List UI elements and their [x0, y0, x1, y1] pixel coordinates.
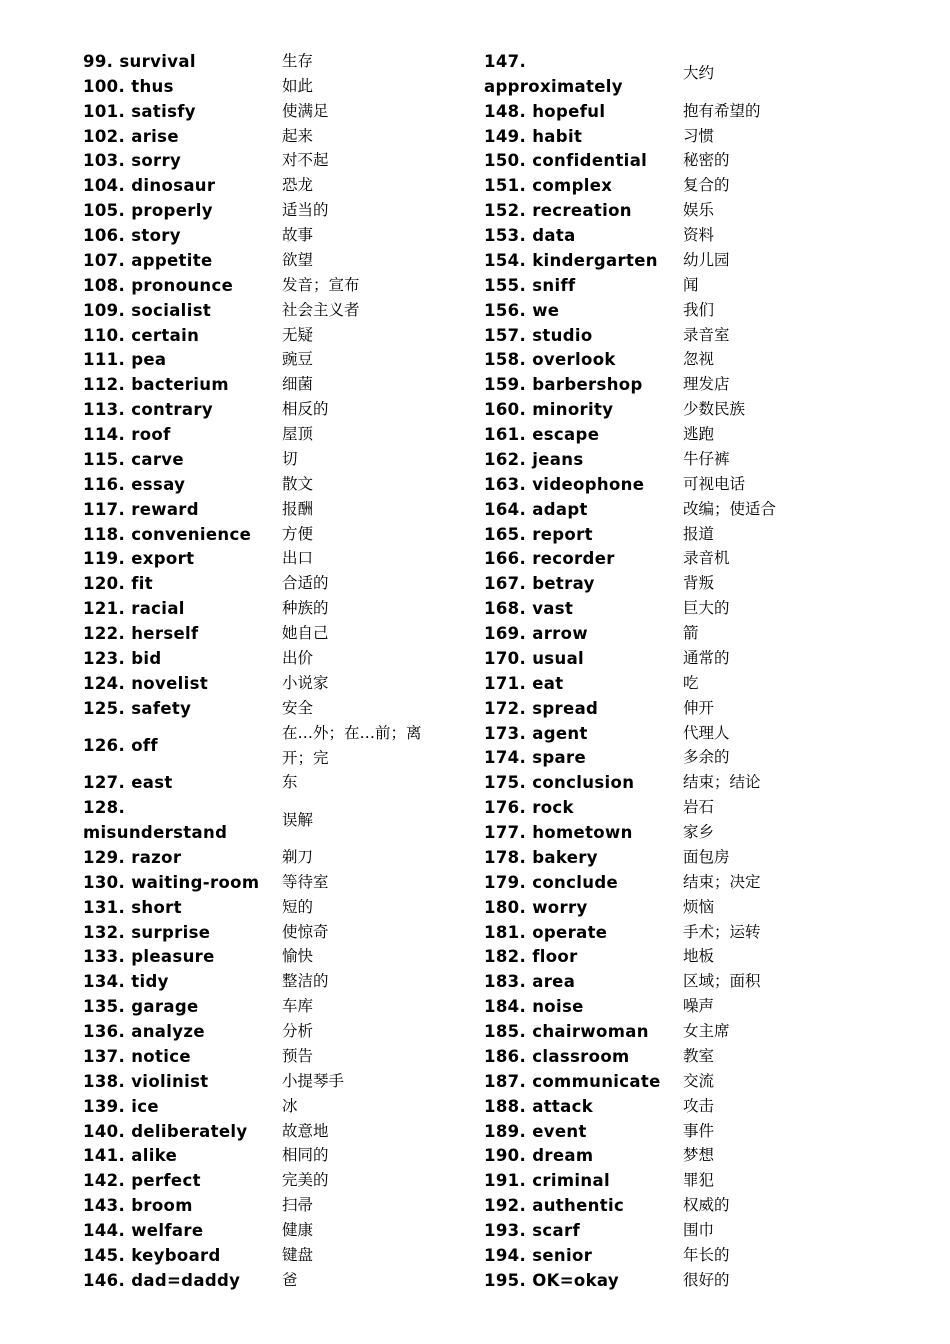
vocab-row [484, 895, 864, 920]
vocab-row [83, 372, 463, 397]
vocab-row [83, 895, 463, 920]
chinese-meaning: 复合的 [683, 176, 730, 195]
english-word: 105. properly [83, 201, 213, 221]
chinese-meaning: 梦想 [683, 1146, 715, 1165]
chinese-meaning: 起来 [282, 126, 314, 145]
vocab-row [83, 149, 463, 174]
english-word: 132. surprise [83, 922, 211, 942]
english-word: 194. senior [484, 1245, 593, 1265]
chinese-meaning: 秘密的 [683, 151, 730, 170]
chinese-meaning: 牛仔裤 [683, 449, 730, 468]
chinese-meaning: 录音机 [683, 549, 730, 568]
english-word: 167. betray [484, 574, 595, 594]
vocab-column-right [484, 49, 864, 1293]
english-word: 125. safety [83, 698, 192, 718]
vocab-row [484, 671, 864, 696]
english-word: 145. keyboard [83, 1245, 221, 1265]
english-word: 174. spare [484, 748, 587, 768]
vocab-row [484, 273, 864, 298]
english-word: 172. spread [484, 698, 599, 718]
english-word: 168. vast [484, 599, 574, 619]
english-word: 117. reward [83, 499, 199, 519]
vocab-row [484, 1144, 864, 1169]
vocab-row [83, 1243, 463, 1268]
chinese-meaning: 出价 [282, 648, 314, 667]
chinese-meaning: 使满足 [282, 101, 329, 120]
vocab-row [83, 945, 463, 970]
vocab-row [484, 223, 864, 248]
chinese-meaning: 背叛 [683, 574, 715, 593]
chinese-meaning: 故意地 [282, 1121, 329, 1140]
vocab-row [83, 571, 463, 596]
english-word: 173. agent [484, 723, 588, 743]
chinese-meaning: 误解 [282, 810, 314, 829]
english-word: 176. rock [484, 798, 574, 818]
english-word: 107. appetite [83, 250, 213, 270]
english-word: 170. usual [484, 648, 585, 668]
chinese-meaning: 少数民族 [683, 400, 746, 419]
chinese-meaning: 交流 [683, 1071, 715, 1090]
vocab-row [484, 422, 864, 447]
chinese-meaning: 箭 [683, 624, 699, 643]
chinese-meaning: 安全 [282, 698, 314, 717]
english-word: 185. chairwoman [484, 1022, 649, 1042]
chinese-meaning: 愉快 [282, 947, 314, 966]
chinese-meaning: 手术；运转 [683, 922, 761, 941]
chinese-meaning: 资料 [683, 226, 715, 245]
english-word: 150. confidential [484, 151, 648, 171]
chinese-meaning: 她自己 [282, 624, 329, 643]
vocab-row [484, 1119, 864, 1144]
vocab-row [83, 1069, 463, 1094]
vocab-row [83, 1168, 463, 1193]
chinese-meaning: 冰 [282, 1096, 298, 1115]
chinese-meaning: 教室 [683, 1046, 715, 1065]
english-word: 171. eat [484, 673, 564, 693]
chinese-meaning: 整洁的 [282, 972, 329, 991]
chinese-meaning: 爸 [282, 1270, 298, 1289]
english-word: 113. contrary [83, 400, 213, 420]
vocab-row [484, 920, 864, 945]
chinese-meaning: 相反的 [282, 400, 329, 419]
chinese-meaning: 女主席 [683, 1022, 730, 1041]
vocab-row [83, 173, 463, 198]
chinese-meaning: 报酬 [282, 499, 314, 518]
english-word: 100. thus [83, 76, 174, 96]
chinese-meaning: 家乡 [683, 823, 715, 842]
english-word: 157. studio [484, 325, 593, 345]
vocab-row [484, 522, 864, 547]
chinese-meaning: 年长的 [683, 1245, 730, 1264]
english-word: 110. certain [83, 325, 200, 345]
vocab-row [83, 1144, 463, 1169]
chinese-meaning: 多余的 [683, 748, 730, 767]
vocab-row [484, 298, 864, 323]
vocab-row [484, 596, 864, 621]
chinese-meaning: 结束；结论 [683, 773, 761, 792]
vocab-row [83, 522, 463, 547]
chinese-meaning: 适当的 [282, 201, 329, 220]
chinese-meaning: 使惊奇 [282, 922, 329, 941]
english-word: 190. dream [484, 1146, 594, 1166]
vocab-row [83, 348, 463, 373]
english-word: 158. overlook [484, 350, 616, 370]
vocab-row [484, 621, 864, 646]
vocab-row [484, 1094, 864, 1119]
english-word: 193. scarf [484, 1221, 581, 1241]
chinese-meaning: 无疑 [282, 325, 314, 344]
chinese-meaning: 细菌 [282, 375, 314, 394]
vocab-row [484, 870, 864, 895]
chinese-meaning: 健康 [282, 1221, 314, 1240]
english-word: 164. adapt [484, 499, 588, 519]
chinese-meaning: 合适的 [282, 574, 329, 593]
chinese-meaning: 故事 [282, 226, 314, 245]
chinese-meaning: 抱有希望的 [683, 101, 761, 120]
chinese-meaning: 很好的 [683, 1270, 730, 1289]
vocab-row [83, 298, 463, 323]
english-word: 189. event [484, 1121, 587, 1141]
vocab-row [484, 1193, 864, 1218]
vocab-row [484, 1168, 864, 1193]
vocab-row [83, 969, 463, 994]
chinese-meaning: 扫帚 [282, 1196, 314, 1215]
chinese-meaning: 巨大的 [683, 599, 730, 618]
english-word: 142. perfect [83, 1171, 201, 1191]
chinese-meaning: 区域；面积 [683, 972, 761, 991]
english-word: 123. bid [83, 648, 162, 668]
english-word: 139. ice [83, 1096, 159, 1116]
chinese-meaning: 吃 [683, 673, 699, 692]
vocab-row [83, 920, 463, 945]
chinese-meaning: 生存 [282, 51, 314, 70]
vocab-row [484, 397, 864, 422]
english-word: 109. socialist [83, 300, 212, 320]
chinese-meaning: 围巾 [683, 1221, 715, 1240]
chinese-meaning: 代理人 [683, 723, 730, 742]
vocab-row [83, 124, 463, 149]
english-word: 116. essay [83, 474, 186, 494]
chinese-meaning: 伸开 [683, 698, 715, 717]
vocab-row [484, 820, 864, 845]
chinese-meaning: 恐龙 [282, 176, 314, 195]
vocab-row [83, 870, 463, 895]
vocab-row [83, 497, 463, 522]
english-word: 124. novelist [83, 673, 209, 693]
chinese-meaning: 大约 [683, 64, 715, 83]
english-word: 103. sorry [83, 151, 182, 171]
vocab-row [484, 795, 864, 820]
english-word: 104. dinosaur [83, 176, 216, 196]
chinese-meaning: 幼儿园 [683, 250, 730, 269]
vocab-row [484, 1268, 864, 1293]
chinese-meaning: 罪犯 [683, 1171, 715, 1190]
english-word: 187. communicate [484, 1071, 661, 1091]
chinese-meaning: 如此 [282, 76, 314, 95]
vocab-row [484, 99, 864, 124]
chinese-meaning: 欲望 [282, 250, 314, 269]
vocab-row [484, 845, 864, 870]
english-word: 114. roof [83, 425, 171, 445]
chinese-meaning: 出口 [282, 549, 314, 568]
chinese-meaning: 等待室 [282, 872, 329, 891]
vocab-row [484, 173, 864, 198]
vocab-row [484, 1044, 864, 1069]
vocab-row [484, 994, 864, 1019]
chinese-meaning: 豌豆 [282, 350, 314, 369]
english-word: 131. short [83, 897, 182, 917]
english-word: 179. conclude [484, 872, 619, 892]
vocab-row [83, 621, 463, 646]
chinese-meaning: 发音；宣布 [282, 275, 360, 294]
english-word: 180. worry [484, 897, 588, 917]
vocab-row [83, 74, 463, 99]
english-word: 175. conclusion [484, 773, 635, 793]
english-word: 121. racial [83, 599, 185, 619]
vocab-row [484, 372, 864, 397]
english-word: 112. bacterium [83, 375, 229, 395]
vocab-row [83, 845, 463, 870]
chinese-meaning: 娱乐 [683, 201, 715, 220]
english-word: 120. fit [83, 574, 153, 594]
vocab-row [83, 770, 463, 795]
chinese-meaning: 我们 [683, 300, 715, 319]
english-word: 115. carve [83, 449, 184, 469]
vocab-row [83, 1119, 463, 1144]
vocab-row [484, 348, 864, 373]
vocab-row [83, 1193, 463, 1218]
vocab-row [83, 795, 463, 845]
vocab-row [83, 99, 463, 124]
vocab-row [484, 1019, 864, 1044]
chinese-meaning: 烦恼 [683, 897, 715, 916]
english-word: 191. criminal [484, 1171, 610, 1191]
vocab-row [484, 969, 864, 994]
vocab-column-left [83, 49, 463, 1293]
chinese-meaning: 屋顶 [282, 425, 314, 444]
chinese-meaning: 攻击 [683, 1096, 715, 1115]
english-word: 146. dad=daddy [83, 1270, 241, 1290]
english-word: 143. broom [83, 1196, 193, 1216]
english-word: 160. minority [484, 400, 614, 420]
vocab-row [484, 149, 864, 174]
english-word: 156. we [484, 300, 560, 320]
vocab-row [83, 596, 463, 621]
vocab-row [484, 248, 864, 273]
chinese-meaning: 忽视 [683, 350, 715, 369]
english-word: 118. convenience [83, 524, 252, 544]
vocab-row [484, 646, 864, 671]
chinese-meaning: 剃刀 [282, 847, 314, 866]
english-word: 181. operate [484, 922, 608, 942]
english-word: 136. analyze [83, 1022, 205, 1042]
english-word: 178. bakery [484, 847, 598, 867]
english-word: 106. story [83, 226, 181, 246]
chinese-meaning: 通常的 [683, 648, 730, 667]
chinese-meaning: 散文 [282, 474, 314, 493]
english-word: 119. export [83, 549, 195, 569]
vocab-row [83, 1019, 463, 1044]
chinese-meaning: 分析 [282, 1022, 314, 1041]
english-word: 155. sniff [484, 275, 576, 295]
english-word: 183. area [484, 972, 576, 992]
english-word: 159. barbershop [484, 375, 643, 395]
vocab-row [83, 1268, 463, 1293]
english-word: 151. complex [484, 176, 613, 196]
english-word: 154. kindergarten [484, 250, 658, 270]
vocab-row [484, 770, 864, 795]
vocab-row [83, 1044, 463, 1069]
english-word: 126. off [83, 736, 158, 755]
chinese-meaning: 权威的 [683, 1196, 730, 1215]
chinese-meaning: 地板 [683, 947, 715, 966]
english-word: 111. pea [83, 350, 167, 370]
chinese-meaning: 报道 [683, 524, 715, 543]
chinese-meaning: 录音室 [683, 325, 730, 344]
chinese-meaning: 小说家 [282, 673, 329, 692]
english-word: 122. herself [83, 624, 199, 644]
vocab-row [484, 1069, 864, 1094]
vocab-row [484, 124, 864, 149]
vocab-row [83, 273, 463, 298]
chinese-meaning: 可视电话 [683, 474, 746, 493]
english-word: 166. recorder [484, 549, 615, 569]
english-word: 129. razor [83, 847, 182, 867]
chinese-meaning: 社会主义者 [282, 300, 360, 319]
english-word: 141. alike [83, 1146, 178, 1166]
english-word: 130. waiting-room [83, 872, 260, 892]
vocab-row [83, 994, 463, 1019]
chinese-meaning: 面包房 [683, 847, 730, 866]
chinese-meaning: 改编；使适合 [683, 499, 777, 518]
chinese-meaning: 预告 [282, 1046, 314, 1065]
vocab-row [484, 571, 864, 596]
english-word: 108. pronounce [83, 275, 234, 295]
vocab-row [484, 945, 864, 970]
chinese-meaning: 切 [282, 449, 298, 468]
vocab-row [83, 323, 463, 348]
english-word: 102. arise [83, 126, 179, 146]
vocab-row [83, 397, 463, 422]
chinese-meaning: 对不起 [282, 151, 329, 170]
vocab-row [83, 547, 463, 572]
chinese-meaning: 相同的 [282, 1146, 329, 1165]
chinese-meaning: 东 [282, 773, 298, 792]
chinese-meaning: 短的 [282, 897, 314, 916]
chinese-meaning: 小提琴手 [282, 1071, 345, 1090]
english-word: 165. report [484, 524, 593, 544]
vocab-row [83, 646, 463, 671]
english-word: 101. satisfy [83, 101, 196, 121]
vocab-row [484, 746, 864, 771]
chinese-meaning: 方便 [282, 524, 314, 543]
english-word: 177. hometown [484, 823, 633, 843]
vocab-row [83, 49, 463, 74]
english-word: 186. classroom [484, 1046, 630, 1066]
chinese-meaning: 结束；决定 [683, 872, 761, 891]
chinese-meaning: 车库 [282, 997, 314, 1016]
english-word: 128. misunderstand [83, 798, 228, 843]
vocab-row [83, 248, 463, 273]
english-word: 140. deliberately [83, 1121, 248, 1141]
vocab-row [83, 198, 463, 223]
vocab-row [484, 547, 864, 572]
english-word: 147. approximately [484, 51, 623, 96]
vocab-row [83, 696, 463, 721]
vocab-row [484, 472, 864, 497]
chinese-meaning: 闻 [683, 275, 699, 294]
english-word: 188. attack [484, 1096, 594, 1116]
english-word: 182. floor [484, 947, 578, 967]
vocab-row [83, 1094, 463, 1119]
english-word: 137. notice [83, 1046, 191, 1066]
english-word: 127. east [83, 773, 173, 793]
chinese-meaning: 逃跑 [683, 425, 715, 444]
english-word: 99. survival [83, 51, 196, 71]
vocab-row [83, 422, 463, 447]
chinese-meaning: 噪声 [683, 997, 715, 1016]
english-word: 134. tidy [83, 972, 169, 992]
chinese-meaning: 岩石 [683, 798, 715, 817]
english-word: 163. videophone [484, 474, 645, 494]
vocab-row [83, 447, 463, 472]
chinese-meaning: 键盘 [282, 1245, 314, 1264]
vocab-row [484, 49, 864, 99]
vocab-row [83, 472, 463, 497]
english-word: 184. noise [484, 997, 584, 1017]
chinese-meaning: 习惯 [683, 126, 715, 145]
vocab-row [484, 198, 864, 223]
vocab-row [83, 1218, 463, 1243]
english-word: 195. OK=okay [484, 1270, 619, 1290]
vocab-row [484, 721, 864, 746]
english-word: 169. arrow [484, 624, 588, 644]
english-word: 148. hopeful [484, 101, 606, 121]
english-word: 133. pleasure [83, 947, 215, 967]
vocab-row [484, 1243, 864, 1268]
vocab-row [484, 696, 864, 721]
chinese-meaning: 种族的 [282, 599, 329, 618]
vocab-row [484, 323, 864, 348]
english-word: 192. authentic [484, 1196, 625, 1216]
english-word: 149. habit [484, 126, 583, 146]
english-word: 135. garage [83, 997, 199, 1017]
english-word: 138. violinist [83, 1071, 209, 1091]
english-word: 162. jeans [484, 449, 584, 469]
vocab-row [484, 1218, 864, 1243]
vocab-row [484, 447, 864, 472]
chinese-meaning: 理发店 [683, 375, 730, 394]
vocab-row [83, 671, 463, 696]
chinese-meaning: 完美的 [282, 1171, 329, 1190]
vocab-row [83, 721, 463, 771]
english-word: 152. recreation [484, 201, 632, 221]
english-word: 144. welfare [83, 1221, 204, 1241]
chinese-meaning: 在…外；在…前；离开；完 [282, 723, 422, 767]
vocab-row [83, 223, 463, 248]
english-word: 161. escape [484, 425, 600, 445]
chinese-meaning: 事件 [683, 1121, 715, 1140]
vocab-row [484, 497, 864, 522]
english-word: 153. data [484, 226, 576, 246]
